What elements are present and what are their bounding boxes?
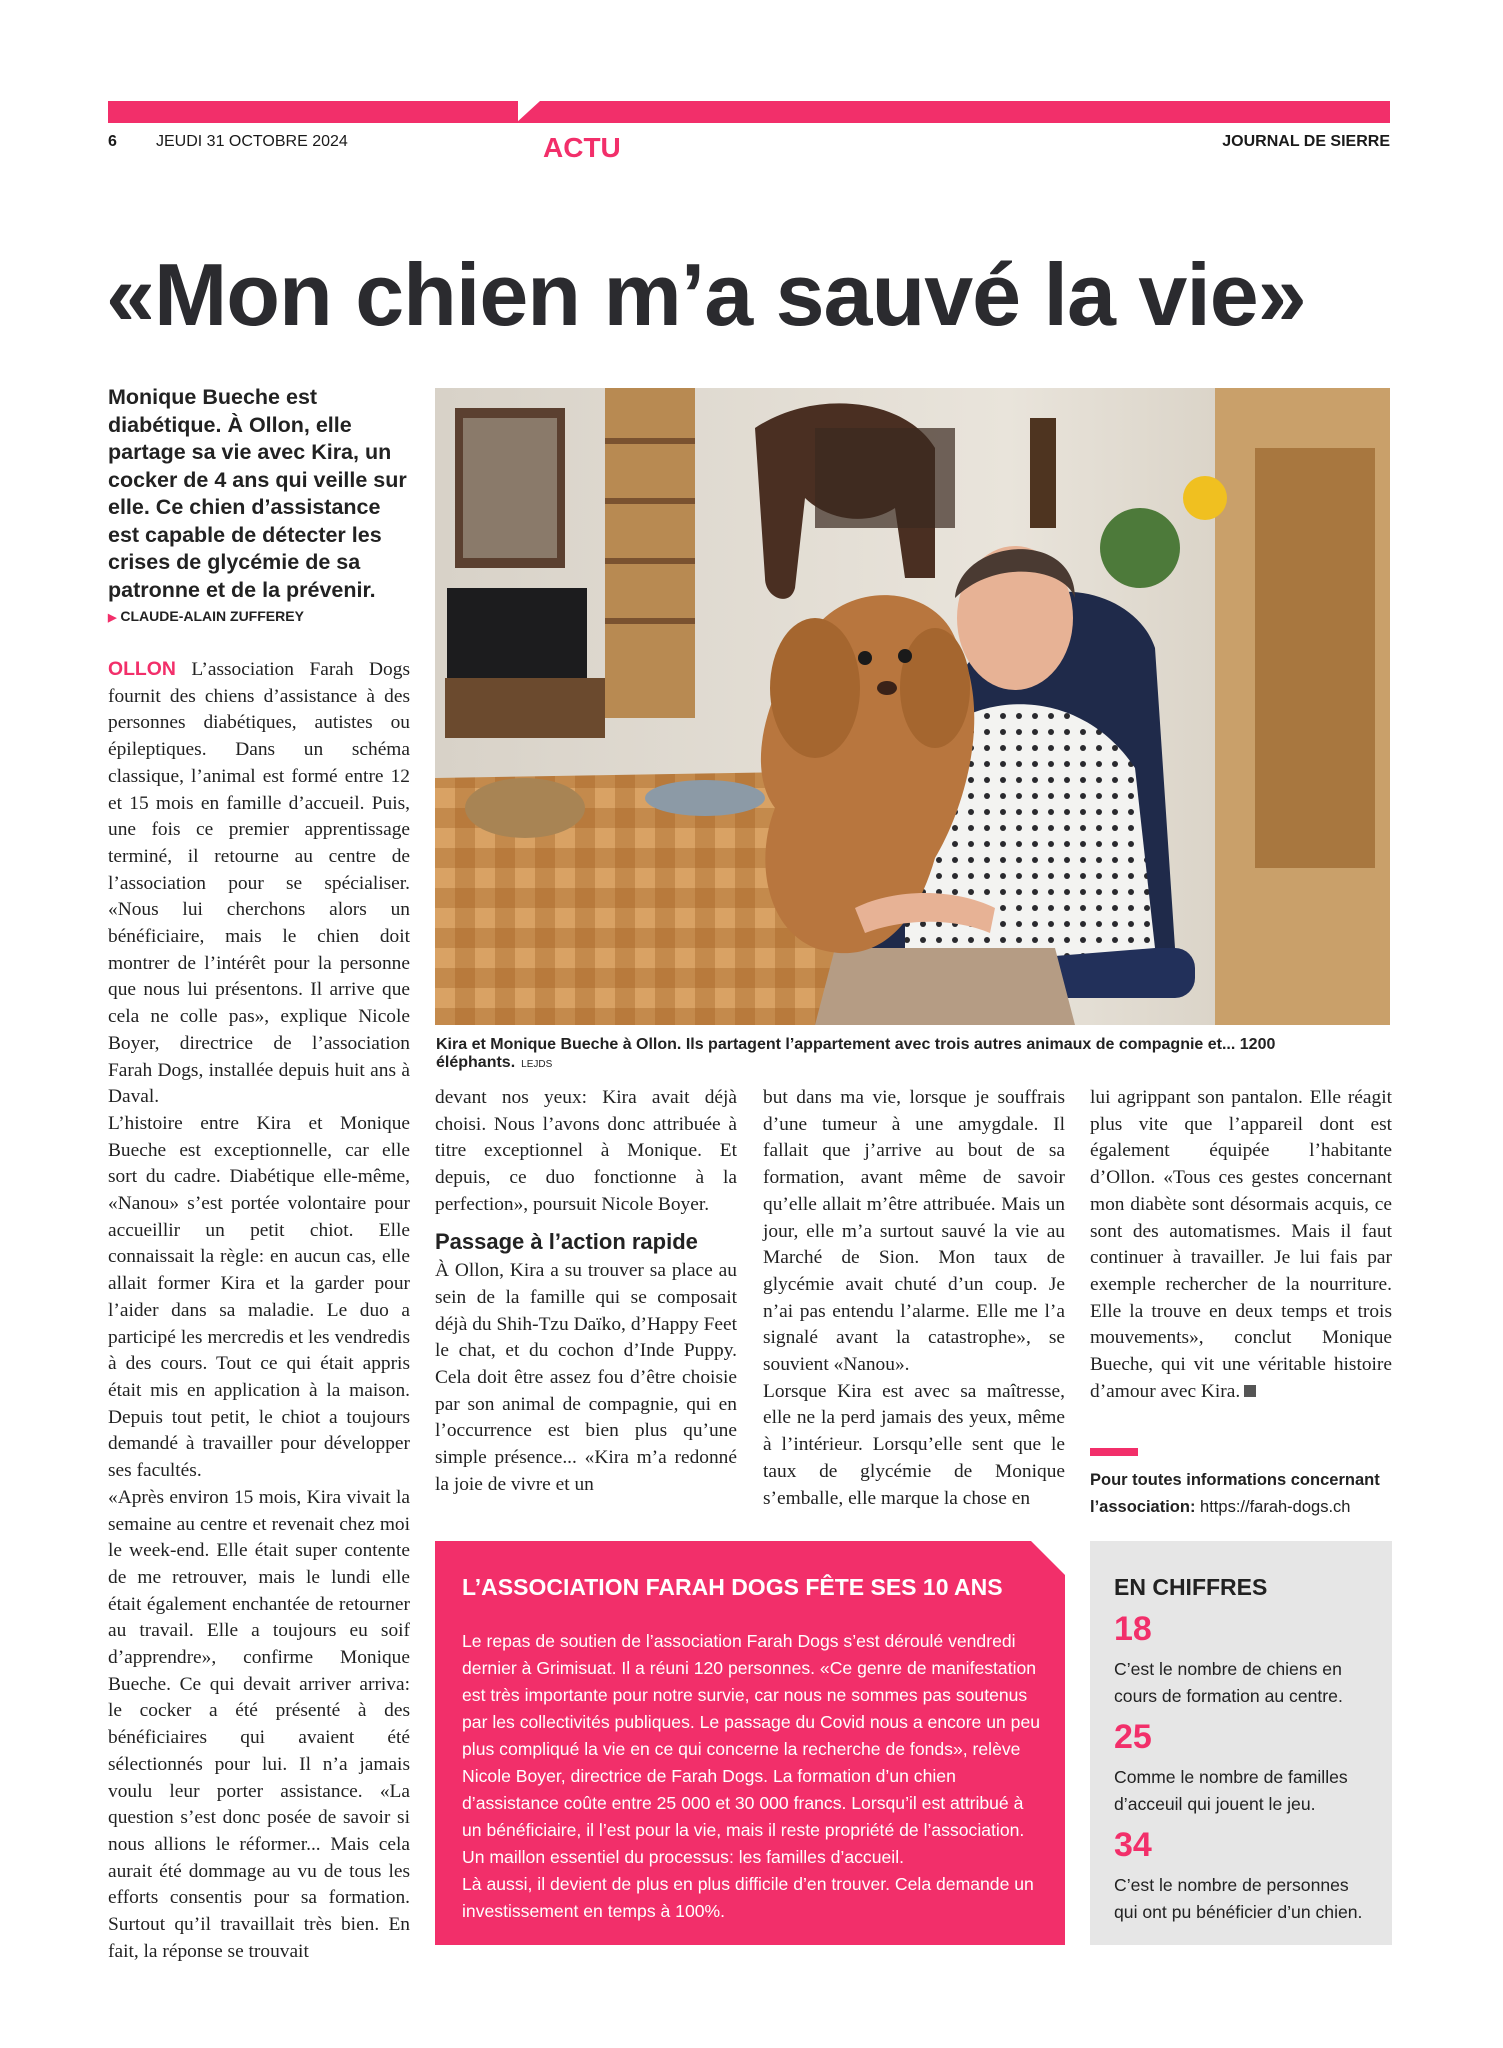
chiffre-number: 34 bbox=[1114, 1826, 1152, 1864]
byline-triangle-icon: ▶ bbox=[108, 612, 117, 624]
info-url[interactable]: https://farah-dogs.ch bbox=[1200, 1498, 1351, 1516]
chiffre-text: Comme le nombre de familles d’acceuil qui jouent le jeu. bbox=[1114, 1767, 1348, 1814]
page-number: 6 bbox=[108, 133, 117, 150]
paragraph: «Après environ 15 mois, Kira vivait la semaine au centre et revenait chez moi le week-end. Elle était super contente de me retrouver, mais le lundi elle était également enchantée de retourner au travail. Elle a toujours eu soif d’apprendre», confirme Monique Bueche. Ce qui devait arriver arriva: le cocker a été présenté à des bénéficiaires qui avaient été sélectionnés pour lui. Il n’a jamais voulu leur porter assistance. «La question s’est donc posée de savoir si nous allions le réformer... Mais cela aurait été dommage au vu de tous les efforts consentis pour sa formation. Surtout qu’il travaillait très bien. En fait, la réponse se trouvait bbox=[108, 1486, 410, 1962]
paragraph: Là aussi, il devient de plus en plus difficile d’en trouver. Cela demande un investissement en temps à 100%. bbox=[462, 1874, 1034, 1921]
paragraph: L’histoire entre Kira et Monique Bueche est exceptionnelle, car elle sort du cadre. Diabétique elle-même, «Nanou» s’est portée volontaire pour accueillir un petit chiot. Elle connaissait la règle: en aucun cas, elle allait former Kira et la garder pour l’aider dans sa maladie. Le duo a participé les mercredis et les vendredis à des cours. Tout ce qui était appris était mis en application à la maison. Depuis tout petit, le chiot a toujours demandé à travailler pour développer ses facultés. bbox=[108, 1112, 410, 1482]
section-label: ACTU bbox=[543, 132, 621, 163]
article-photo bbox=[435, 388, 1390, 1025]
byline-author: CLAUDE-ALAIN ZUFFEREY bbox=[120, 608, 304, 624]
header-rule-left bbox=[108, 101, 518, 123]
paragraph-text: lui agrippant son pantalon. Elle réagit plus vite que l’appareil dont est également équipée l’habitante d’Ollon. «Tous ces gestes concernant mon diabète sont désormais acquis, ce sont des automatismes. Mais il faut continuer à travailler. Je lui fais par exemple rechercher de la nourriture. Elle la trouve en deux temps et trois mouvements», conclut Monique Bueche, qui vit une véritable histoire d’amour avec Kira. bbox=[1090, 1087, 1392, 1402]
article-column-4 bbox=[1090, 1085, 1392, 1405]
chiffres-title: EN CHIFFRES bbox=[1114, 1574, 1268, 1600]
association-box-title: L’ASSOCIATION FARAH DOGS FÊTE SES 10 ANS bbox=[462, 1574, 1003, 1600]
photo-credit: LEJDS bbox=[521, 1059, 553, 1070]
lead-paragraph: Monique Bueche est diabétique. À Ollon, elle partage sa vie avec Kira, un cocker de 4 ans qui veille sur elle. Ce chien d’assistance est capable de détecter les crises de glycémie de sa patronne et de la prévenir. bbox=[108, 385, 407, 602]
byline bbox=[108, 608, 304, 624]
caption-text: Kira et Monique Bueche à Ollon. Ils partagent l’appartement avec trois autres animaux de compagnie et... 1200 éléphants. bbox=[436, 1036, 1276, 1071]
end-mark-icon bbox=[1244, 1385, 1256, 1397]
chiffre-text: C’est le nombre de personnes qui ont pu bénéficier d’un chien. bbox=[1114, 1875, 1363, 1922]
association-box-body bbox=[462, 1628, 1042, 1925]
paragraph-text: L’association Farah Dogs fournit des chiens d’assistance à des personnes diabétiques, autistes ou épileptiques. Dans un schéma classique, l’animal est formé entre 12 et 15 mois en famille d’accueil. Puis, une fois ce premier apprentissage terminé, il retourne au centre de l’association pour se spécialiser. «Nous lui cherchons alors un bénéficiaire, mais le chien doit montrer de l’intérêt pour la personne que nous lui présentons. Il arrive que cela ne colle pas», explique Nicole Boyer, directrice de l’association Farah Dogs, installée depuis huit ans à Daval. bbox=[108, 659, 410, 1108]
paragraph: Lorsque Kira est avec sa maîtresse, elle ne la perd jamais des yeux, même à l’intérieur. Lorsqu’elle sent que le taux de glycémie de Monique s’emballe, elle marque la chose en bbox=[763, 1380, 1065, 1509]
article-column-2 bbox=[435, 1085, 737, 1499]
dateline: OLLON bbox=[108, 658, 176, 680]
journal-name: JOURNAL DE SIERRE bbox=[1222, 133, 1390, 150]
header-rule-right bbox=[516, 101, 1390, 123]
paragraph: À Ollon, Kira a su trouver sa place au sein de la famille qui se composait déjà du Shih-Tzu Daïko, d’Happy Feet le chat, et du cochon d’Inde Puppy. Cela doit être assez fou d’être choisie par son animal de compagnie, qui en l’occurrence est bien plus qu’une simple présence... «Kira m’a redonné la joie de vivre et un bbox=[435, 1260, 737, 1495]
photo-caption bbox=[436, 1036, 1391, 1072]
paragraph: Un maillon essentiel du processus: les familles d’accueil. bbox=[462, 1847, 904, 1867]
paragraph: Le repas de soutien de l’association Farah Dogs s’est déroulé vendredi dernier à Grimisuat. Il a réuni 120 personnes. «Ce genre de manifestation est très importante pour notre survie, car nous ne sommes pas soutenus par les collectivités publiques. Le passage du Covid nous a encore un peu plus compliqué la vie en ce qui concerne la recherche de fonds», relève Nicole Boyer, directrice de Farah Dogs. La formation d’un chien d’assistance coûte entre 25 000 et 30 000 francs. Lorsqu’il est attribué à un bénéficiaire, il l’est pour la vie, mais il reste propriété de l’association. bbox=[462, 1631, 1041, 1840]
page-date: JEUDI 31 OCTOBRE 2024 bbox=[156, 133, 348, 150]
headline: «Mon chien m’a sauvé la vie» bbox=[106, 245, 1306, 344]
info-label: Pour toutes informations concernant l’association: bbox=[1090, 1471, 1380, 1516]
subheading: Passage à l’action rapide bbox=[435, 1228, 698, 1254]
chiffre-text: C’est le nombre de chiens en cours de formation au centre. bbox=[1114, 1659, 1343, 1706]
article-column-3 bbox=[763, 1085, 1065, 1512]
info-note bbox=[1090, 1467, 1390, 1521]
paragraph: but dans ma vie, lorsque je souffrais d’une tumeur à une amygdale. Il fallait que j’arrive au bout de sa formation, avant même de savoir qu’elle allait m’être attribuée. Mais un jour, elle m’a surtout sauvé la vie au Marché de Sion. Mon taux de glycémie avait chuté d’un coup. Je n’ai pas entendu l’alarme. Elle me l’a signalé avant la catastrophe», se souvient «Nanou». bbox=[763, 1087, 1065, 1376]
paragraph: devant nos yeux: Kira avait déjà choisi. Nous l’avons donc attribuée à titre exceptionnel à Monique. Et depuis, ce duo fonctionne à la perfection», poursuit Nicole Boyer. bbox=[435, 1087, 737, 1215]
photo-illustration bbox=[435, 388, 1390, 1025]
chiffre-number: 18 bbox=[1114, 1610, 1152, 1648]
chiffre-number: 25 bbox=[1114, 1718, 1152, 1756]
info-accent-bar bbox=[1090, 1448, 1138, 1456]
paragraph bbox=[1090, 1085, 1392, 1405]
article-column-1 bbox=[108, 656, 410, 1965]
paragraph bbox=[108, 656, 410, 1111]
